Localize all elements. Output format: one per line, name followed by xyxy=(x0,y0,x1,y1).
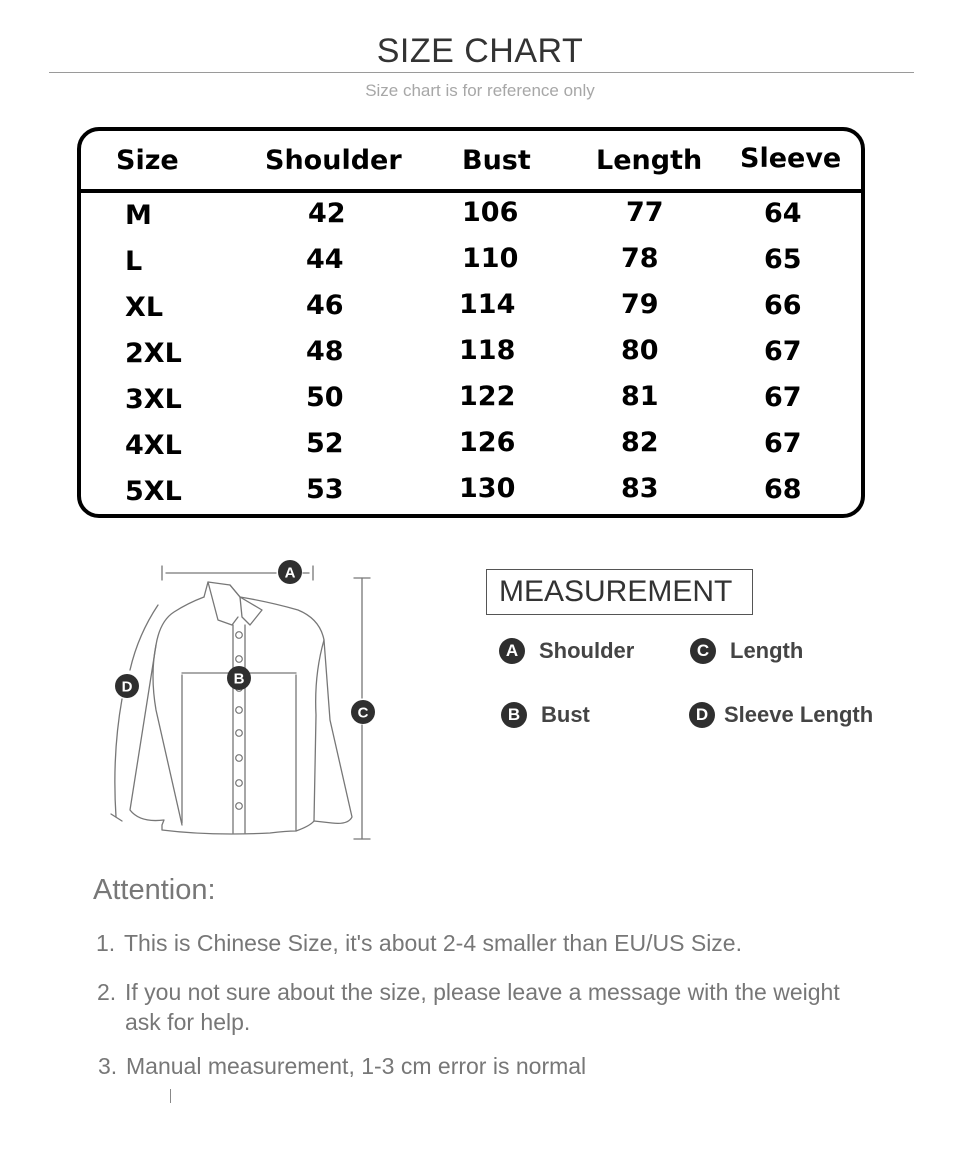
cell-sleeve: 64 xyxy=(764,198,802,229)
column-header-sleeve: Sleeve xyxy=(740,143,842,174)
note-text: Manual measurement, 1-3 cm error is normal xyxy=(126,1053,587,1079)
legend-item-shoulder xyxy=(499,638,634,664)
cell-bust: 114 xyxy=(459,289,516,320)
svg-text:B: B xyxy=(233,670,245,688)
svg-text:D: D xyxy=(121,678,133,696)
cell-bust: 118 xyxy=(459,335,516,366)
svg-text:A: A xyxy=(284,564,296,582)
shirt-diagram xyxy=(100,555,390,855)
cell-size: L xyxy=(125,246,143,277)
cell-shoulder: 50 xyxy=(306,382,344,413)
legend-label: Sleeve Length xyxy=(724,702,874,727)
cell-size: 2XL xyxy=(125,338,182,369)
cell-shoulder: 46 xyxy=(306,290,344,321)
cell-bust: 122 xyxy=(459,381,516,412)
cell-bust: 130 xyxy=(459,473,516,504)
column-header-bust: Bust xyxy=(462,145,531,176)
marker-c-icon: C xyxy=(690,638,716,664)
cell-size: 4XL xyxy=(125,430,182,461)
cell-bust: 110 xyxy=(462,243,519,274)
cell-sleeve: 68 xyxy=(764,474,802,505)
cell-shoulder: 44 xyxy=(306,244,344,275)
attention-title: Attention: xyxy=(93,874,216,906)
note-number: 3. xyxy=(98,1053,118,1079)
legend-label: Bust xyxy=(541,702,590,727)
marker-b xyxy=(227,666,251,690)
cell-sleeve: 67 xyxy=(764,382,802,413)
cell-shoulder: 48 xyxy=(306,336,344,367)
cell-shoulder: 53 xyxy=(306,474,344,505)
cell-size: XL xyxy=(125,292,164,323)
cell-size: 3XL xyxy=(125,384,182,415)
text-cursor-mark xyxy=(170,1089,171,1103)
note-number: 1. xyxy=(96,930,116,956)
cell-size: M xyxy=(125,200,152,231)
cell-length: 82 xyxy=(621,427,659,458)
legend-item-bust xyxy=(501,702,590,728)
marker-b-icon: B xyxy=(501,702,527,728)
cell-length: 79 xyxy=(621,289,659,320)
attention-note xyxy=(98,1051,878,1081)
legend-item-sleeve-length xyxy=(689,702,873,728)
attention-note xyxy=(97,977,857,1037)
legend-item-length xyxy=(690,638,803,664)
title-divider xyxy=(49,72,914,73)
cell-sleeve: 67 xyxy=(764,336,802,367)
cell-length: 81 xyxy=(621,381,659,412)
cell-bust: 126 xyxy=(459,427,516,458)
cell-sleeve: 65 xyxy=(764,244,802,275)
cell-length: 83 xyxy=(621,473,659,504)
column-header-length: Length xyxy=(596,145,703,176)
cell-shoulder: 42 xyxy=(308,198,346,229)
note-text: If you not sure about the size, please leave a message with the weight ask for help. xyxy=(125,979,840,1035)
note-number: 2. xyxy=(97,979,117,1005)
size-table xyxy=(77,127,865,518)
column-header-size: Size xyxy=(116,145,179,176)
column-header-shoulder: Shoulder xyxy=(265,145,402,176)
marker-a xyxy=(278,560,302,584)
header-divider xyxy=(81,189,861,193)
cell-sleeve: 66 xyxy=(764,290,802,321)
cell-length: 77 xyxy=(626,197,664,228)
legend-label: Shoulder xyxy=(539,638,635,663)
shirt-illustration xyxy=(100,555,390,855)
measurement-title: MEASUREMENT xyxy=(486,569,753,615)
cell-sleeve: 67 xyxy=(764,428,802,459)
svg-text:C: C xyxy=(357,704,369,722)
attention-note xyxy=(96,928,876,958)
marker-d-icon: D xyxy=(689,702,715,728)
cell-shoulder: 52 xyxy=(306,428,344,459)
marker-c xyxy=(351,700,375,724)
cell-bust: 106 xyxy=(462,197,519,228)
cell-length: 78 xyxy=(621,243,659,274)
marker-d xyxy=(115,674,139,698)
page-title: SIZE CHART xyxy=(376,32,584,70)
marker-a-icon: A xyxy=(499,638,525,664)
legend-label: Length xyxy=(730,638,804,663)
note-text: This is Chinese Size, it's about 2-4 smaller than EU/US Size. xyxy=(124,930,742,956)
page-subtitle: Size chart is for reference only xyxy=(365,81,595,100)
cell-length: 80 xyxy=(621,335,659,366)
cell-size: 5XL xyxy=(125,476,182,507)
